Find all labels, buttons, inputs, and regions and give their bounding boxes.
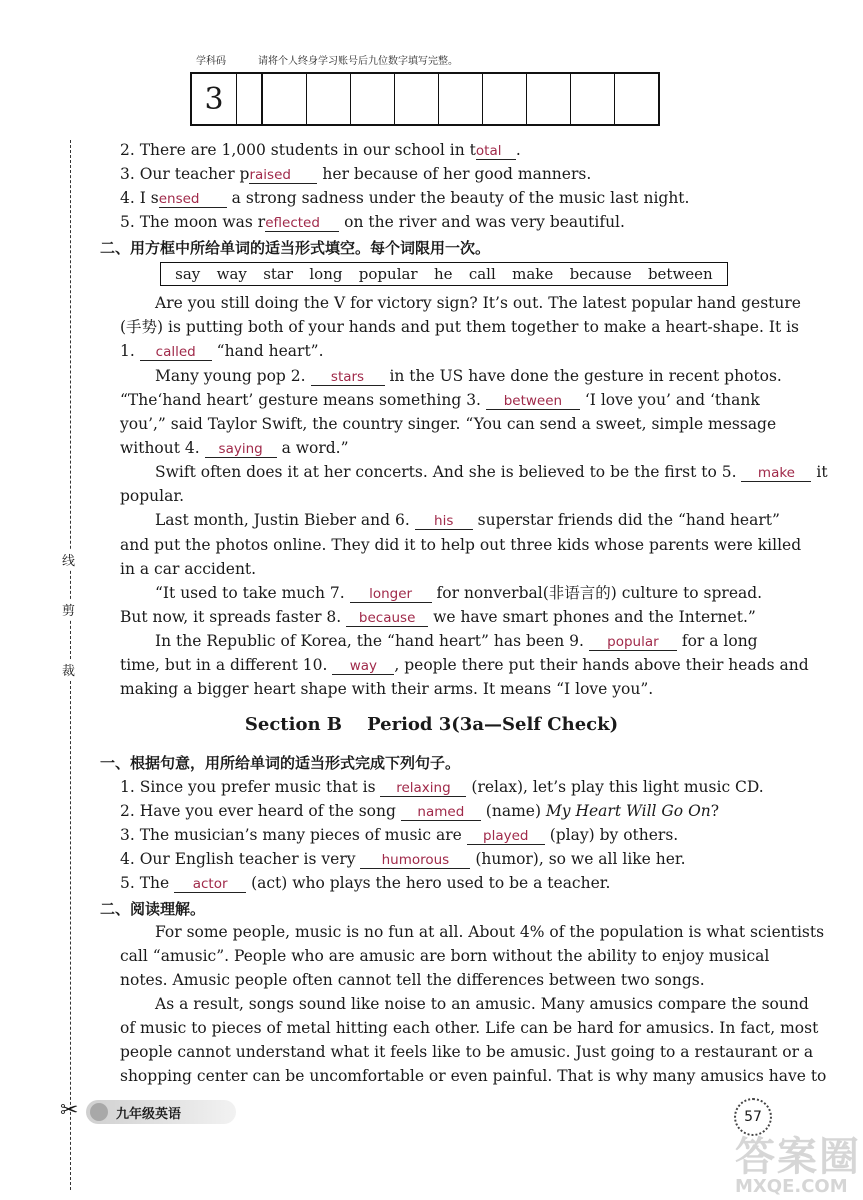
digit-box[interactable]: [614, 74, 658, 124]
word: way: [216, 265, 247, 283]
sentence: [120, 140, 521, 160]
passage-line: [155, 583, 762, 603]
sentence-text: 3. Our teacher p: [120, 165, 250, 183]
passage-line: of music to pieces of metal hitting each other. Life can be hard for amusics. In fact, most: [120, 1019, 819, 1037]
sentence-text: 5. The: [120, 874, 175, 892]
digit-box[interactable]: [394, 74, 438, 124]
section-heading: 一、根据句意，用所给单词的适当形式完成下列句子。: [100, 754, 461, 772]
passage-text: without 4.: [120, 439, 205, 457]
word: make: [512, 265, 554, 283]
passage-text: “It used to take much 7.: [155, 584, 350, 602]
word: between: [647, 265, 713, 283]
answer-blank: played: [467, 828, 545, 845]
answer-blank: stars: [311, 369, 385, 386]
margin-char: 裁: [62, 660, 75, 679]
page-number: 57: [734, 1098, 772, 1136]
passage-text: it: [816, 463, 828, 481]
passage-text: Swift often does it at her concerts. And she is believed to be the first to 5.: [155, 463, 742, 481]
passage-line: call “amusic”. People who are amusic are born without the ability to enjoy musical: [120, 947, 770, 965]
account-number-grid: [190, 72, 660, 126]
sentence-text: 2. There are 1,000 students in our school in t: [120, 141, 476, 159]
passage-line: For some people, music is no fun at all. About 4% of the population is what scientists: [155, 923, 825, 941]
sentence-text: her because of her good manners.: [322, 165, 592, 183]
sentence-text: 2. Have you ever heard of the song: [120, 802, 401, 820]
sentence-text: on the river and was very beautiful.: [344, 213, 625, 231]
answer-blank: make: [741, 465, 811, 482]
digit-box[interactable]: [350, 74, 394, 124]
passage-text: , people there put their hands above their heads and: [394, 656, 809, 674]
passage-line: [120, 390, 760, 410]
passage-line: in a car accident.: [120, 560, 257, 578]
passage-line: notes. Amusic people often cannot tell the differences between two songs.: [120, 971, 705, 989]
answer-blank: otal: [476, 143, 516, 160]
word: star: [263, 265, 294, 283]
passage-line: [155, 510, 780, 530]
sentence: [120, 873, 610, 893]
answer-blank: actor: [174, 876, 246, 893]
margin-char: 线: [62, 550, 75, 569]
passage-text: 1.: [120, 342, 140, 360]
sentence: [120, 849, 686, 869]
digit-box[interactable]: [438, 74, 482, 124]
watermark-bottom: MXQE.COM: [735, 1176, 848, 1197]
answer-blank: way: [332, 658, 394, 675]
sentence: [120, 801, 719, 821]
book-title: 九年级英语: [116, 1106, 182, 1122]
passage-text: for nonverbal(非语言的) culture to spread.: [436, 584, 763, 602]
sentence: [120, 188, 689, 208]
passage-line: you’,” said Taylor Swift, the country singer. “You can send a sweet, simple message: [120, 415, 777, 433]
digit-box[interactable]: [482, 74, 526, 124]
answer-blank: longer: [350, 586, 432, 603]
answer-blank: saying: [205, 441, 277, 458]
word: say: [175, 265, 201, 283]
subject-code-label: 学科码: [196, 56, 226, 67]
passage-text: Many young pop 2.: [155, 367, 311, 385]
word: popular: [358, 265, 418, 283]
answer-blank: his: [415, 513, 473, 530]
passage-line: people cannot understand what it feels like to be amusic. Just going to a restaurant or a: [120, 1043, 814, 1061]
margin-char: 剪: [62, 600, 75, 619]
passage-line: making a bigger heart shape with their arms. It means “I love you”.: [120, 680, 654, 698]
subject-code-box: 3: [204, 81, 224, 117]
answer-blank: eflected: [265, 215, 339, 232]
word: because: [569, 265, 632, 283]
circle-icon: [90, 1103, 108, 1121]
sentence-text: (act) who plays the hero used to be a teacher.: [251, 874, 611, 892]
sentence-text: (relax), let’s play this light music CD.: [471, 778, 764, 796]
watermark: [735, 1125, 861, 1197]
sentence-text: (humor), so we all like her.: [475, 850, 686, 868]
scissors-icon: ✂: [60, 1098, 79, 1123]
passage-text: in the US have done the gesture in recent photos.: [389, 367, 782, 385]
answer-blank: called: [140, 344, 212, 361]
answer-blank: relaxing: [380, 780, 466, 797]
passage-text: In the Republic of Korea, the “hand heart” has been 9.: [155, 632, 589, 650]
digit-box[interactable]: [262, 74, 306, 124]
passage-text: “hand heart”.: [216, 342, 324, 360]
word: call: [468, 265, 496, 283]
passage-text: we have smart phones and the Internet.”: [433, 608, 756, 626]
sentence-text: 4. I s: [120, 189, 159, 207]
passage-text: for a long: [681, 632, 758, 650]
sentence-text: (name): [485, 802, 546, 820]
answer-blank: because: [346, 610, 428, 627]
grid-gap: [236, 74, 262, 124]
word: he: [433, 265, 453, 283]
passage-text: “The‘hand heart’ gesture means something 3.: [120, 391, 486, 409]
passage-line: [120, 438, 349, 458]
passage-line: [155, 462, 828, 482]
watermark-top: 答案圈: [735, 1134, 861, 1180]
passage-line: popular.: [120, 487, 184, 505]
answer-blank: humorous: [360, 852, 470, 869]
digit-box[interactable]: [570, 74, 614, 124]
passage-text: Last month, Justin Bieber and 6.: [155, 511, 415, 529]
passage-text: a word.”: [281, 439, 349, 457]
sentence: [120, 777, 764, 797]
sentence: [120, 825, 678, 845]
word: long: [309, 265, 343, 283]
answer-blank: named: [401, 804, 481, 821]
passage-line: shopping center can be uncomfortable or even painful. That is why many amusics have to: [120, 1067, 827, 1085]
answer-blank: raised: [249, 167, 317, 184]
section-heading: 二、用方框中所给单词的适当形式填空。每个词限用一次。: [100, 239, 491, 257]
passage-text: ‘I love you’ and ‘thank: [584, 391, 760, 409]
account-instruction: 请将个人终身学习账号后九位数字填写完整。: [258, 56, 458, 67]
sentence-text: ?: [710, 802, 720, 820]
passage-text: time, but in a different 10.: [120, 656, 333, 674]
sentence-text: 5. The moon was r: [120, 213, 266, 231]
sentence-text: 4. Our English teacher is very: [120, 850, 361, 868]
sentence-text: .: [515, 141, 521, 159]
sentence-text: 1. Since you prefer music that is: [120, 778, 381, 796]
passage-line: [120, 341, 324, 361]
answer-blank: ensed: [159, 191, 227, 208]
answer-blank: popular: [589, 634, 677, 651]
passage-line: Are you still doing the V for victory sign? It’s out. The latest popular hand gesture: [155, 294, 801, 312]
sentence-text: 3. The musician’s many pieces of music are: [120, 826, 467, 844]
song-title: My Heart Will Go On: [545, 802, 711, 820]
passage-line: [155, 631, 758, 651]
passage-line: (手势) is putting both of your hands and put them together to make a heart-shape. It is: [120, 318, 800, 336]
passage-line: [120, 607, 756, 627]
passage-text: But now, it spreads faster 8.: [120, 608, 347, 626]
answer-blank: between: [486, 393, 580, 410]
digit-box[interactable]: [306, 74, 350, 124]
sentence-text: a strong sadness under the beauty of the music last night.: [231, 189, 690, 207]
sentence-text: (play) by others.: [549, 826, 679, 844]
book-label: [86, 1100, 236, 1124]
section-heading: 二、阅读理解。: [100, 900, 206, 918]
passage-line: [120, 655, 809, 675]
passage-text: superstar friends did the “hand heart”: [477, 511, 780, 529]
passage-line: [155, 366, 782, 386]
section-title-text: Section B Period 3(3a—Self Check): [244, 714, 619, 735]
section-title: [0, 714, 863, 735]
digit-box[interactable]: [526, 74, 570, 124]
passage-line: As a result, songs sound like noise to an amusic. Many amusics compare the sound: [155, 995, 809, 1013]
word-box: [160, 262, 728, 286]
sentence: [120, 164, 591, 184]
sentence: [120, 212, 625, 232]
passage-line: and put the photos online. They did it to help out three kids whose parents were killed: [120, 536, 802, 554]
